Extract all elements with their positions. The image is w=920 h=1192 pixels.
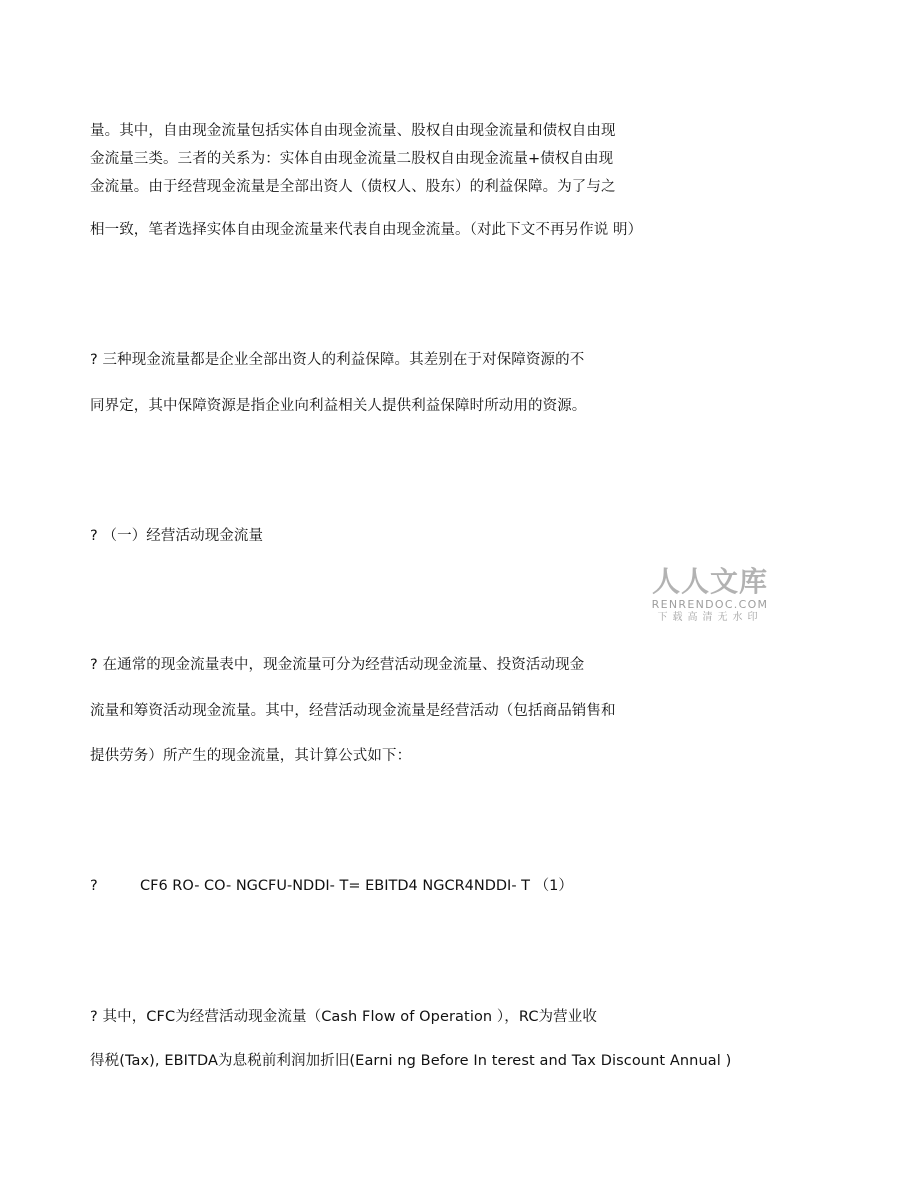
- watermark-domain: RENRENDOC.COM: [651, 598, 769, 611]
- text-line: 得税(Tax), EBITDA为息税前利润加折旧(Earni ng Before In terest and Tax Discount Annual ): [90, 1053, 732, 1069]
- text-line: 量。其中，自由现金流量包括实体自由现金流量、股权自由现金流量和债权自由现: [90, 123, 616, 139]
- text-line: ? 在通常的现金流量表中，现金流量可分为经营活动现金流量、投资活动现金: [90, 657, 585, 673]
- text-line: 相一致，笔者选择实体自由现金流量来代表自由现金流量。（对此下文不再另作说 明）: [90, 222, 643, 238]
- text-line: ? 三种现金流量都是企业全部出资人的利益保障。其差别在于对保障资源的不: [90, 352, 585, 368]
- watermark-logo: [640, 566, 780, 625]
- watermark-title: 人人文库: [651, 565, 768, 598]
- formula-line: [90, 876, 573, 896]
- text-line: 流量和筹资活动现金流量。其中，经营活动现金流量是经营活动（包括商品销售和: [90, 703, 616, 719]
- formula-text: CF6 RO- CO- NGCFU-NDDI- T= EBITD4 NGCR4NDDI- T （1）: [140, 878, 573, 894]
- text-line: 金流量三类。三者的关系为：实体自由现金流量二股权自由现金流量+债权自由现: [90, 151, 614, 167]
- text-line: 金流量。由于经营现金流量是全部出资人（债权人、股东）的利益保障。为了与之: [90, 179, 616, 195]
- text-line: 同界定，其中保障资源是指企业向利益相关人提供利益保障时所动用的资源。: [90, 398, 587, 414]
- text-line: ? 其中，CFC为经营活动现金流量（Cash Flow of Operation ），RC为营业收: [90, 1009, 597, 1025]
- watermark-subtitle: 下载高清无水印: [657, 612, 763, 623]
- section-heading: ? （一）经营活动现金流量: [90, 528, 264, 544]
- formula-bullet: ?: [90, 878, 98, 894]
- text-line: 提供劳务）所产生的现金流量，其计算公式如下：: [90, 748, 412, 764]
